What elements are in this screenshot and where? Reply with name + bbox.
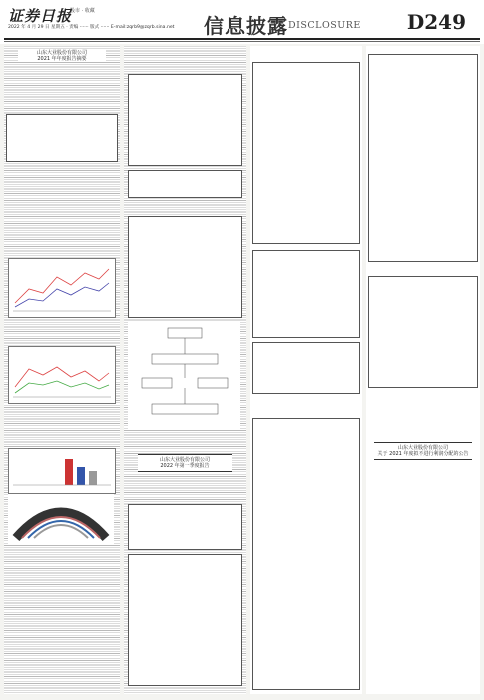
org-box-left [142,378,172,388]
financial-data-table [128,216,242,318]
annual-report-heading [18,50,106,62]
column-annual-report [4,46,120,694]
ownership-chart-svg [128,322,240,430]
q1-report-heading [138,454,232,472]
bar-chart-svg [9,449,115,493]
chart-1-series-red [15,269,109,303]
notice-title: 关于 2021 年度拟不进行利润分配的公告 [377,451,469,457]
top-holders-table [252,342,360,394]
bar-red [65,459,73,485]
chart-2-series-red [15,367,109,387]
tire-illustration [8,494,114,544]
newspaper-logo: 证券日报 [8,7,73,25]
notice-body-text [366,466,480,692]
masthead-rule-thin [4,41,480,42]
logo-subtitle: 股市 · 收藏 [70,8,95,14]
notice-heading [374,442,472,460]
masthead [0,0,484,44]
chart-2-series-green [15,381,109,393]
statement-intro-text [250,46,362,60]
balance-sheet-table [252,62,360,244]
signature-text [366,390,480,438]
masthead-rule [4,38,480,40]
shareholder-table [128,74,242,166]
q1-key-data-table [128,504,242,550]
annual-report-company: 山东大业股份有限公司 [36,50,87,56]
line-chart-2 [8,346,116,404]
bar-chart [8,448,116,494]
org-box-company [152,404,218,414]
cash-flow-continued-table [368,276,478,388]
bar-blue [77,467,85,485]
section-title: 信息披露 [204,14,288,38]
column-cash-flow-and-notice [366,46,480,694]
chart-1-series-blue [15,283,109,307]
tire-illustration-svg [8,494,114,544]
annual-report-title: 2021 年年度报告摘要 [37,56,87,62]
line-chart-1-svg [9,259,115,317]
statement-notes-text [250,396,362,414]
line-chart-1 [8,258,116,318]
shareholder-detail-table [252,250,360,338]
line-chart-2-svg [9,347,115,403]
page-number: D249 [406,10,466,34]
q1-report-company: 山东大业股份有限公司 [159,457,210,463]
bond-table [128,170,242,198]
cash-flow-table [368,54,478,262]
org-box-top [168,328,202,338]
notice-company: 山东大业股份有限公司 [397,445,448,451]
section-title-english: DISCLOSURE [288,20,361,31]
bar-grey [89,471,97,485]
org-box-right [198,378,228,388]
org-box-controller [152,354,218,364]
income-statement-table [252,418,360,690]
column-financial-statements [250,46,362,694]
q1-report-title: 2022 年第一季度报告 [160,463,210,469]
cash-flow-notes [366,262,480,274]
financial-summary-table [6,114,118,162]
q1-nonrecurring-table [128,554,242,686]
dateline: 2022 年 4 月 29 日 星期五 · 责编 ······ 版式 ······ E-mail:zqrb9@zqrb.sina.net [8,25,175,30]
ownership-chart [128,322,240,430]
column-report-body [124,46,246,694]
